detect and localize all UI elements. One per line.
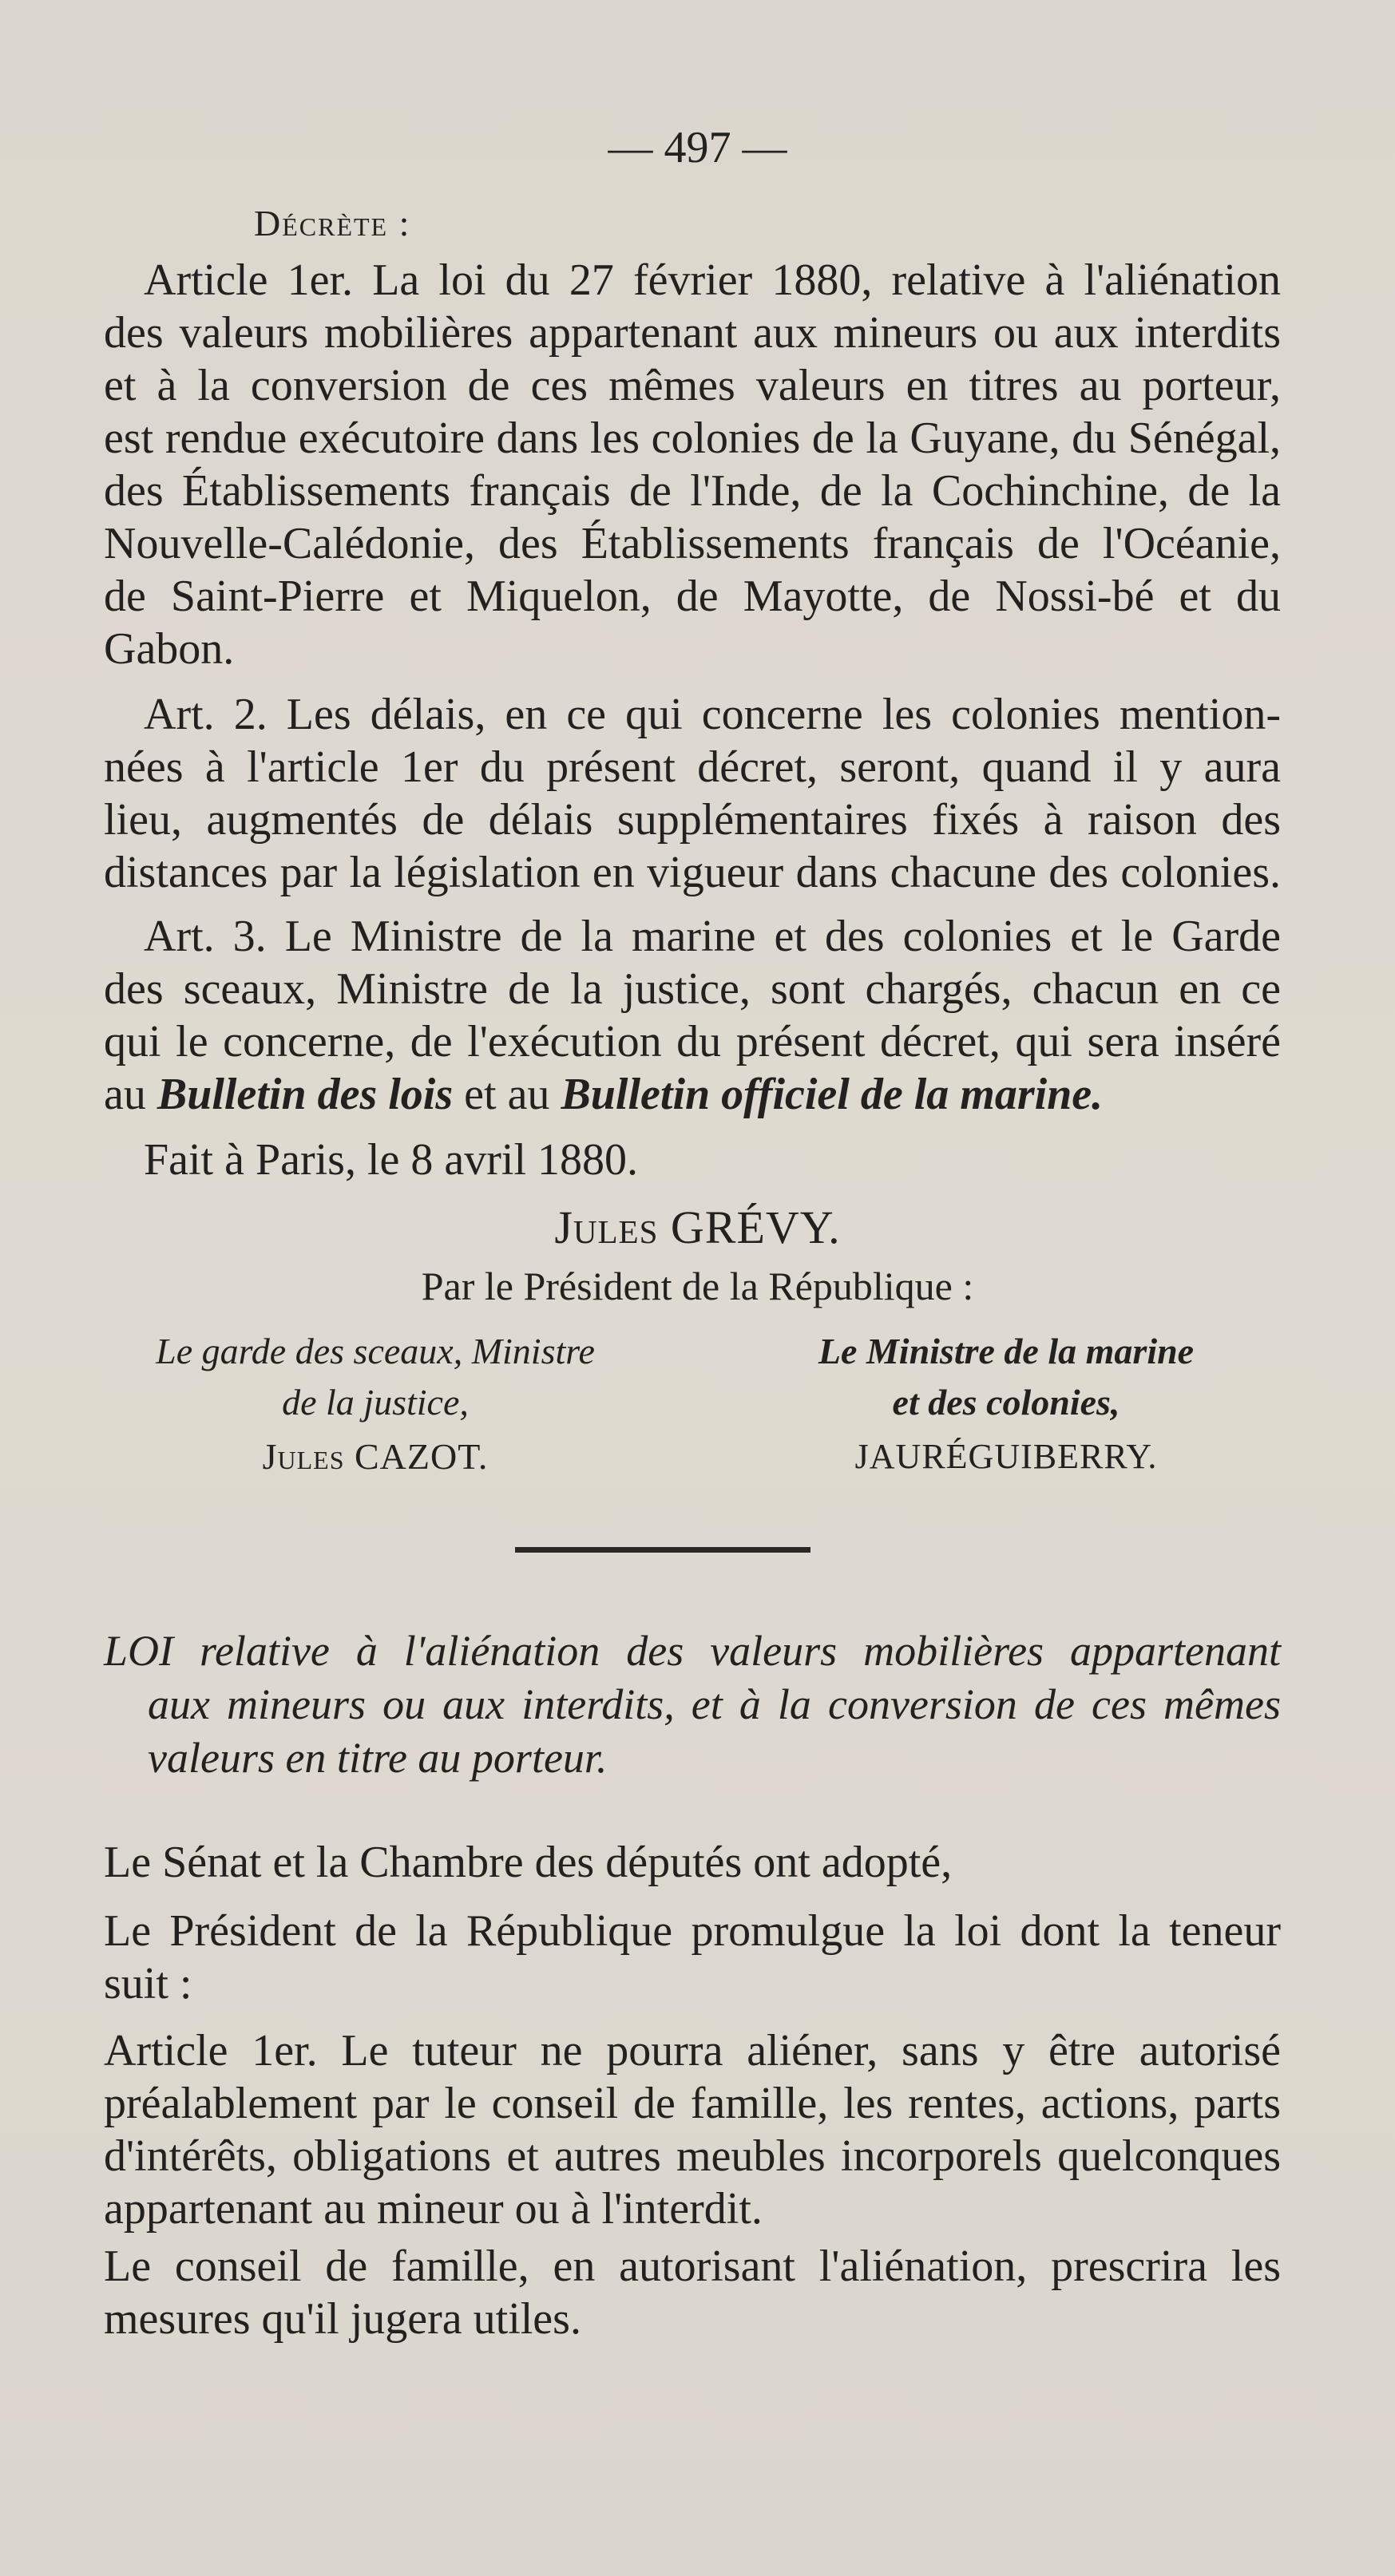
decree-line: des Établissements français de l'Inde, de la Cochinchine, de la [104, 466, 1281, 516]
decree-line: Art. 3. Le Ministre de la marine et des colonies et le Garde [144, 912, 1281, 961]
bulletin-lois: Bulletin des lois [157, 1070, 454, 1119]
decree-line: lieu, augmentés de délais supplémentaires fixés à raison des [104, 795, 1281, 845]
section-divider [515, 1547, 810, 1553]
decree-line: qui le concerne, de l'exécution du présent décret, qui sera inséré [104, 1017, 1281, 1066]
right-minister-title-2: et des colonies, [892, 1382, 1120, 1423]
right-minister-name: JAURÉGUIBERRY. [854, 1437, 1158, 1476]
decree-line: des sceaux, Ministre de la justice, sont chargés, chacun en ce [104, 964, 1281, 1014]
article-line: Article 1er. Le tuteur ne pourra aliéner, sans y être autorisé [104, 2026, 1281, 2075]
article-line: appartenant au mineur ou à l'interdit. [104, 2184, 763, 2234]
decree-line: Article 1er. La loi du 27 février 1880, relative à l'aliénation [144, 255, 1281, 305]
law-title-line: aux mineurs ou aux interdits, et à la conversion de ces mêmes [148, 1680, 1281, 1728]
decree-line: Nouvelle-Calédonie, des Établissements français de l'Océanie, [104, 519, 1281, 568]
article-line: d'intérêts, obligations et autres meubles incorporels quelconques [104, 2131, 1281, 2181]
decree-line: Gabon. [104, 624, 235, 674]
law-title-line: valeurs en titre au porteur. [148, 1734, 608, 1782]
text-middle: et au [453, 1070, 561, 1119]
president-line: Le Président de la République promulgue la loi dont la teneur [104, 1906, 1281, 1956]
decree-line: de Saint-Pierre et Miquelon, de Mayotte, de Nossi-bé et du [104, 572, 1281, 621]
bulletin-marine: Bulletin officiel de la marine. [561, 1070, 1104, 1119]
left-minister-title: Le garde des sceaux, Ministre [156, 1331, 595, 1371]
decree-line: Art. 2. Les délais, en ce qui concerne les colonies mention- [144, 690, 1281, 739]
left-minister-title-2: de la justice, [282, 1382, 469, 1423]
senate-line: Le Sénat et la Chambre des députés ont adopté, [104, 1838, 953, 1887]
right-minister-title: Le Ministre de la marine [818, 1331, 1195, 1371]
article-line: Le conseil de famille, en autorisant l'aliénation, prescrira les [104, 2242, 1281, 2291]
page-number: — 497 — [608, 123, 787, 172]
decree-line: est rendue exécutoire dans les colonies de la Guyane, du Sénégal, [104, 414, 1281, 463]
text-prefix: au [104, 1070, 157, 1119]
decree-line: distances par la législation en vigueur dans chacune des colonies. [104, 848, 1281, 897]
date-line: Fait à Paris, le 8 avril 1880. [144, 1135, 639, 1185]
law-title-line: LOI relative à l'aliénation des valeurs mobilières appartenant [104, 1627, 1281, 1675]
article-line: préalablement par le conseil de famille, les rentes, actions, parts [104, 2079, 1281, 2128]
by-president: Par le Président de la République : [421, 1264, 974, 1308]
decree-line: des valeurs mobilières appartenant aux mineurs ou aux interdits [104, 308, 1281, 358]
president-line: suit : [104, 1959, 192, 2008]
decree-heading: Décrète : [254, 203, 411, 243]
signatory-name: Jules GRÉVY. [554, 1201, 841, 1253]
decree-final-line [104, 1068, 1103, 1121]
decree-line: nées à l'article 1er du présent décret, seront, quand il y aura [104, 742, 1281, 792]
article-line: mesures qu'il jugera utiles. [104, 2294, 581, 2344]
decree-line: et à la conversion de ces mêmes valeurs en titres au porteur, [104, 361, 1281, 410]
left-minister-name: Jules CAZOT. [262, 1436, 489, 1477]
